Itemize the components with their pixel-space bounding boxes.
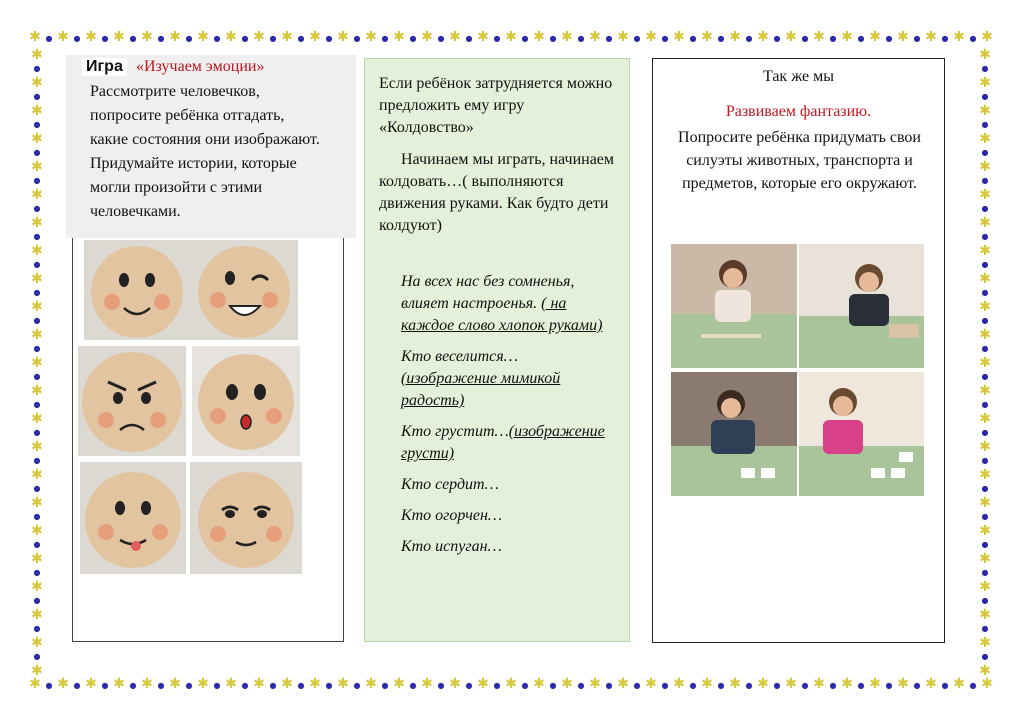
fantasy-also: Так же мы <box>762 68 835 85</box>
photo-boy-with-cards <box>671 372 797 496</box>
line-angry: Кто сердит… <box>401 476 499 493</box>
line-sad-note: (изображение грусти) <box>401 423 605 462</box>
verse-note: ( на каждое слово хлопок руками) <box>401 295 603 334</box>
face-surprised-image <box>192 346 300 456</box>
line-happy-note: (изображение мимикой радость) <box>401 370 561 409</box>
emotions-instructions: Рассмотрите человечков, попросите ребёнка отгадать, какие состояния они изображают. Придумайте истории, которые могли произойти с этими человечками. <box>90 83 320 220</box>
line-sad <box>379 421 615 465</box>
line-upset: Кто огорчен… <box>401 507 503 524</box>
game-title: «Изучаем эмоции» <box>136 58 265 75</box>
photo-girl-with-cards <box>799 372 924 496</box>
magic-intro: Если ребёнок затрудняется можно предложить ему игру «Колдовство» <box>379 75 613 136</box>
fantasy-heading: Развиваем фантазию. <box>725 103 872 120</box>
line-happy-text: Кто веселится… <box>401 348 518 365</box>
face-happy-image <box>84 240 190 340</box>
face-angry-image <box>78 346 186 456</box>
face-tongue-image <box>80 462 186 574</box>
game-word: Игра <box>82 58 127 76</box>
magic-game-panel <box>364 58 630 642</box>
decorative-border-bottom: ✱ ● ✱ ● ✱ ● ✱ ● ✱ ● ✱ ● ✱ ● ✱ ● ✱ ● ✱ ● ✱ ● ✱ ● ✱ ● ✱ ● ✱ ● ✱ ● ✱ ● ✱ ● ✱ ● ✱ ● ✱ ● ✱ ● ✱ ● ✱ ● ✱ ● ✱ ● ✱ ● ✱ ● ✱ ● ✱ ● ✱ ● ✱ ● ✱ ● ✱ ● ✱ <box>29 677 993 692</box>
decorative-border-right: ✱ ● ✱ ● ✱ ● ✱ ● ✱ ● ✱ ● ✱ ● ✱ ● ✱ ● ✱ ● ✱ ● ✱ ● ✱ ● ✱ ● ✱ ● ✱ ● ✱ ● ✱ ● ✱ ● ✱ ● ✱ ● ✱ ● ✱ <box>979 48 991 678</box>
photo-boy-at-table <box>799 244 924 368</box>
face-winking-image <box>190 240 298 340</box>
line-happy <box>379 346 615 412</box>
verse-line <box>379 271 615 337</box>
line-sad-text: Кто грустит… <box>401 423 509 440</box>
magic-start: Начинаем мы играть, начинаем колдовать…( выполняются движения руками. Как будто дети колдуют) <box>379 151 615 234</box>
fantasy-body: Попросите ребёнка придумать свои силуэты животных, транспорта и предметов, которые его окружают. <box>678 129 921 192</box>
photo-girl-at-table <box>671 244 797 368</box>
face-sly-image <box>190 462 302 574</box>
decorative-border-left: ✱ ● ✱ ● ✱ ● ✱ ● ✱ ● ✱ ● ✱ ● ✱ ● ✱ ● ✱ ● ✱ ● ✱ ● ✱ ● ✱ ● ✱ ● ✱ ● ✱ ● ✱ ● ✱ ● ✱ ● ✱ ● ✱ ● ✱ <box>31 48 43 678</box>
decorative-border-top: ✱ ● ✱ ● ✱ ● ✱ ● ✱ ● ✱ ● ✱ ● ✱ ● ✱ ● ✱ ● ✱ ● ✱ ● ✱ ● ✱ ● ✱ ● ✱ ● ✱ ● ✱ ● ✱ ● ✱ ● ✱ ● ✱ ● ✱ ● ✱ ● ✱ ● ✱ ● ✱ ● ✱ ● ✱ ● ✱ ● ✱ ● ✱ ● ✱ ● ✱ ● ✱ <box>29 30 993 45</box>
verse-text: На всех нас без сомненья, влияет настроенья. <box>401 273 575 312</box>
line-scared: Кто испуган… <box>401 538 502 555</box>
